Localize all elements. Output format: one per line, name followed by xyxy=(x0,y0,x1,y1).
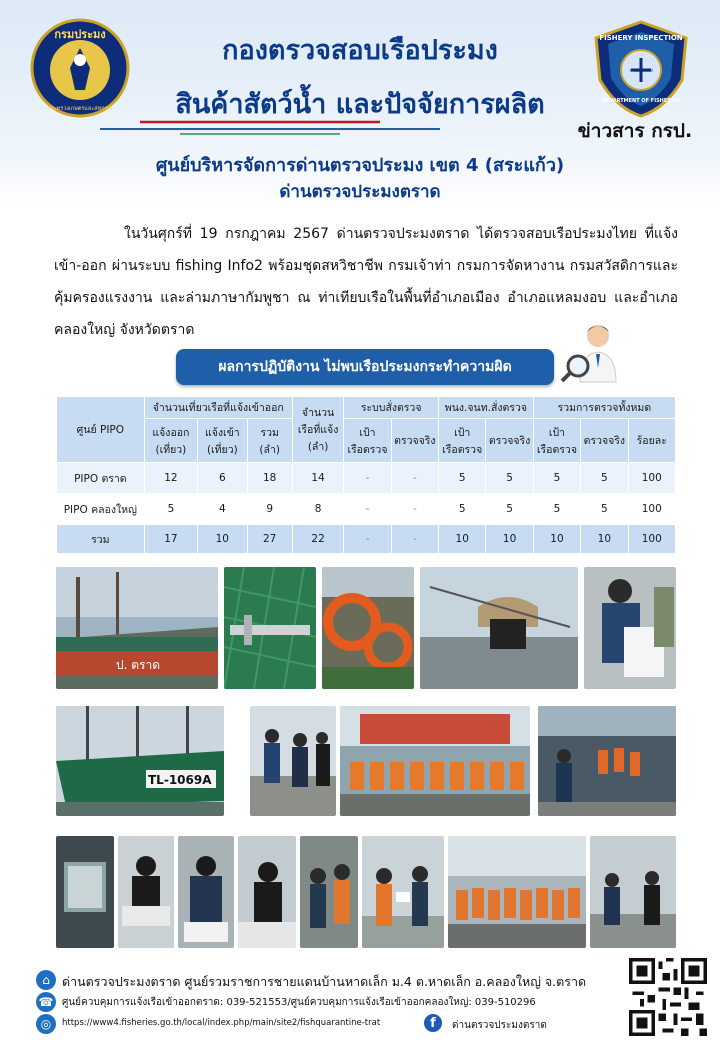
photo-officer-documents xyxy=(178,836,234,948)
header-system: ระบบสั่งตรวจ xyxy=(344,397,439,419)
boat-number-text: TL-1069A xyxy=(148,773,212,787)
qr-code[interactable] xyxy=(628,958,708,1036)
cell-tot-actual: 5 xyxy=(581,494,628,525)
cell-percent: 100 xyxy=(628,525,675,554)
photo-officer-notes xyxy=(584,567,676,689)
left-logo-top-text: กรมประมง xyxy=(54,28,106,41)
row-name: PIPO คลองใหญ่ xyxy=(57,494,145,525)
subheader-out: แจ้งออก (เที่ยว) xyxy=(144,419,197,463)
report-paragraph: ในวันศุกร์ที่ 19 กรกฎาคม 2567 ด่านตรวจประมงตราด ได้ตรวจสอบเรือประมงไทย ที่แจ้งเข้า-ออก ผ่านระบบ fishing Info2 พร้อมชุดสหวิชาชีพ กรมเจ้าท่า กรมการจัดหางาน กรมสวัสดิการและคุ้มครองแรงงาน และล่ามภาษากัมพูชา ณ ท่าเทียบเรือในพื้นที่อำเภอเมือง อำเภอแหลมงอบ และอำเภอคลองใหญ่ จังหวัดตราด xyxy=(54,226,678,338)
header-total: รวมการตรวจทั้งหมด xyxy=(533,397,675,419)
table-row-total xyxy=(57,525,676,554)
cell-boats: 14 xyxy=(292,463,343,494)
header-officer: พนง.จนท.สั่งตรวจ xyxy=(439,397,534,419)
cell-boats: 8 xyxy=(292,494,343,525)
cell-sum: 18 xyxy=(247,463,292,494)
subheader-sum: รวม (ลำ) xyxy=(247,419,292,463)
cell-out: 17 xyxy=(144,525,197,554)
facebook-icon[interactable]: f xyxy=(424,1014,442,1032)
footer-facebook[interactable]: ด่านตรวจประมงตราด xyxy=(452,1020,547,1031)
badge-thai-text: กรมประมง xyxy=(629,68,653,74)
cell-sys-target: - xyxy=(344,463,391,494)
photo-gps-device xyxy=(420,567,578,689)
header-center: ศูนย์ PIPO xyxy=(57,397,145,463)
cell-sys-actual: - xyxy=(391,525,438,554)
table-row xyxy=(57,463,676,494)
cell-off-actual: 5 xyxy=(486,494,533,525)
cell-off-target: 10 xyxy=(439,525,486,554)
row-name: รวม xyxy=(57,525,145,554)
cell-percent: 100 xyxy=(628,463,675,494)
subheader-percent: ร้อยละ xyxy=(628,419,675,463)
decorative-lines xyxy=(80,118,460,138)
cell-percent: 100 xyxy=(628,494,675,525)
cell-tot-target: 5 xyxy=(533,463,580,494)
cell-tot-actual: 10 xyxy=(581,525,628,554)
officer-magnifier-icon xyxy=(560,320,624,386)
badge-bottom-text: DEPARTMENT OF FISHERIES xyxy=(601,98,681,104)
cell-sum: 9 xyxy=(247,494,292,525)
cell-out: 5 xyxy=(144,494,197,525)
subheader-total-target: เป้า เรือตรวจ xyxy=(533,419,580,463)
cell-out: 12 xyxy=(144,463,197,494)
photo-net-measurement xyxy=(224,567,316,689)
subtitle-checkpoint: ด่านตรวจประมงตราด xyxy=(279,182,441,202)
cell-in: 10 xyxy=(198,525,247,554)
header-boat-count: จำนวน เรือที่แจ้ง (ลำ) xyxy=(292,397,343,463)
photo-inspection-deck xyxy=(538,706,676,816)
subheader-system-target: เป้า เรือตรวจ xyxy=(344,419,391,463)
cell-sys-target: - xyxy=(344,494,391,525)
fishery-inspection-badge xyxy=(586,18,696,118)
page-title-line1: กองตรวจสอบเรือประมง xyxy=(222,35,498,66)
cell-sys-actual: - xyxy=(391,463,438,494)
header-trips: จำนวนเที่ยวเรือที่แจ้งเข้าออก xyxy=(144,397,292,419)
cell-in: 4 xyxy=(198,494,247,525)
footer-url[interactable]: https://www4.fisheries.go.th/local/index.php/main/site2/fishquarantine-trat xyxy=(62,1018,381,1028)
footer-address: ด่านตรวจประมงตราด ศูนย์รวมราชการชายแดนบ้านหาดเล็ก ม.4 ต.หาดเล็ก อ.คลองใหญ่ จ.ตราด xyxy=(62,974,587,989)
badge-top-text: FISHERY INSPECTION xyxy=(599,34,683,42)
footer-phones: ศูนย์ควบคุมการแจ้งเรือเข้าออกตราด: 039-521553/ศูนย์ควบคุมการแจ้งเรือเข้าออกคลองใหญ่: 039-510296 xyxy=(62,997,536,1008)
globe-icon: ◎ xyxy=(36,1014,56,1034)
photo-life-rings xyxy=(322,567,414,689)
photo-crew-lineup xyxy=(340,706,530,816)
photo-interview xyxy=(300,836,358,948)
subheader-officer-target: เป้า เรือตรวจ xyxy=(439,419,486,463)
photo-fish-hold xyxy=(56,836,114,948)
cell-sys-target: - xyxy=(344,525,391,554)
photo-officers-harbor xyxy=(590,836,676,948)
photo-green-boat xyxy=(56,706,224,816)
photo-crew-group xyxy=(448,836,586,948)
news-label: ข่าวสาร กรป. xyxy=(577,120,693,142)
subheader-in: แจ้งเข้า (เที่ยว) xyxy=(198,419,247,463)
cell-sum: 27 xyxy=(247,525,292,554)
page-title-line2: สินค้าสัตว์น้ำ และปัจจัยการผลิต xyxy=(175,89,545,120)
cell-off-target: 5 xyxy=(439,463,486,494)
photo-officer-checking xyxy=(118,836,174,948)
photo-officer-desk xyxy=(238,836,296,948)
cell-tot-target: 10 xyxy=(533,525,580,554)
result-banner: ผลการปฏิบัติงาน ไม่พบเรือประมงกระทำความผิด xyxy=(176,349,554,385)
cell-sys-actual: - xyxy=(391,494,438,525)
subheader-officer-actual: ตรวจจริง xyxy=(486,419,533,463)
subheader-system-actual: ตรวจจริง xyxy=(391,419,438,463)
subheader-total-actual: ตรวจจริง xyxy=(581,419,628,463)
cell-off-target: 5 xyxy=(439,494,486,525)
department-of-fisheries-logo xyxy=(30,18,130,118)
row-name: PIPO ตราด xyxy=(57,463,145,494)
left-logo-bottom-text: กระทรวงเกษตรและสหกรณ์ xyxy=(47,106,113,112)
photo-document-handover xyxy=(362,836,444,948)
cell-tot-actual: 5 xyxy=(581,463,628,494)
cell-tot-target: 5 xyxy=(533,494,580,525)
cell-boats: 22 xyxy=(292,525,343,554)
subtitle-center: ศูนย์บริหารจัดการด่านตรวจประมง เขต 4 (สระแก้ว) xyxy=(155,155,565,176)
table-row xyxy=(57,494,676,525)
phone-icon: ☎ xyxy=(36,992,56,1012)
cell-off-actual: 10 xyxy=(486,525,533,554)
inspection-table xyxy=(56,396,676,554)
photo-officers-pier xyxy=(250,706,336,816)
home-icon: ⌂ xyxy=(36,970,56,990)
cell-in: 6 xyxy=(198,463,247,494)
boat-registration-text: ป. ตราด xyxy=(116,658,161,672)
cell-off-actual: 5 xyxy=(486,463,533,494)
photo-boat-hull xyxy=(56,567,218,689)
